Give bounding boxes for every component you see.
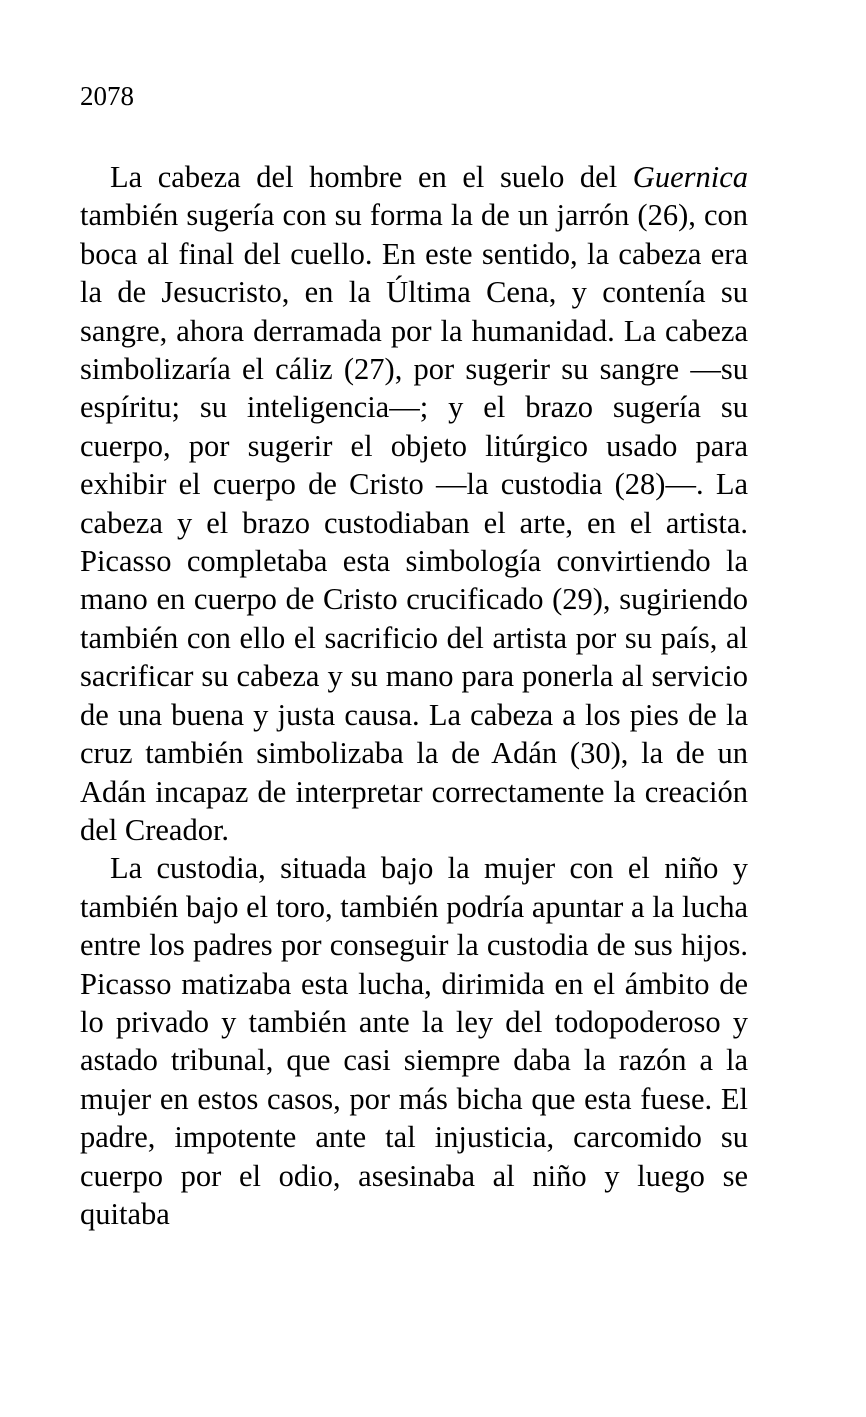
paragraph-1-text-rest: también sugería con su forma la de un jarrón (26), con boca al final del cuello. En este sentido, la cabeza era la de Jesucristo, en la Última Cena, y contenía su sangre, ahora derramada por la humanidad. La cabeza simbolizaría el cáliz (27), por sugerir su sangre —su espíritu; su inteligencia—; y el brazo sugería su cuerpo, por sugerir el objeto litúrgico usado para exhibir el cuerpo de Cristo —la custodia (28)—. La cabeza y el brazo custodiaban el arte, en el artista. Picasso completaba esta simbología convirtiendo la mano en cuerpo de Cristo crucificado (29), sugiriendo también con ello el sacrificio del artista por su país, al sacrificar su cabeza y su mano para ponerla al servicio de una buena y justa causa. La cabeza a los pies de la cruz también simbolizaba la de Adán (30), la de un Adán incapaz de interpretar correctamente la creación del Creador. bbox=[80, 198, 748, 847]
body-text bbox=[80, 158, 748, 1233]
page-number: 2078 bbox=[80, 81, 134, 111]
paragraph-2: La custodia, situada bajo la mujer con el niño y también bajo el toro, también podría apuntar a la lucha entre los padres por conseguir la custodia de sus hijos. Picasso matizaba esta lucha, dirimida en el ámbito de lo privado y también ante la ley del todopoderoso y astado tribunal, que casi siempre daba la razón a la mujer en estos casos, por más bicha que esta fuese. El padre, impotente ante tal injusticia, carcomido su cuerpo por el odio, asesinaba al niño y luego se quitaba bbox=[80, 851, 748, 1231]
paragraph-1-text-start: La cabeza del hombre en el suelo del bbox=[110, 160, 633, 194]
paragraph-1 bbox=[80, 158, 748, 849]
artwork-title: Guernica bbox=[632, 160, 748, 194]
